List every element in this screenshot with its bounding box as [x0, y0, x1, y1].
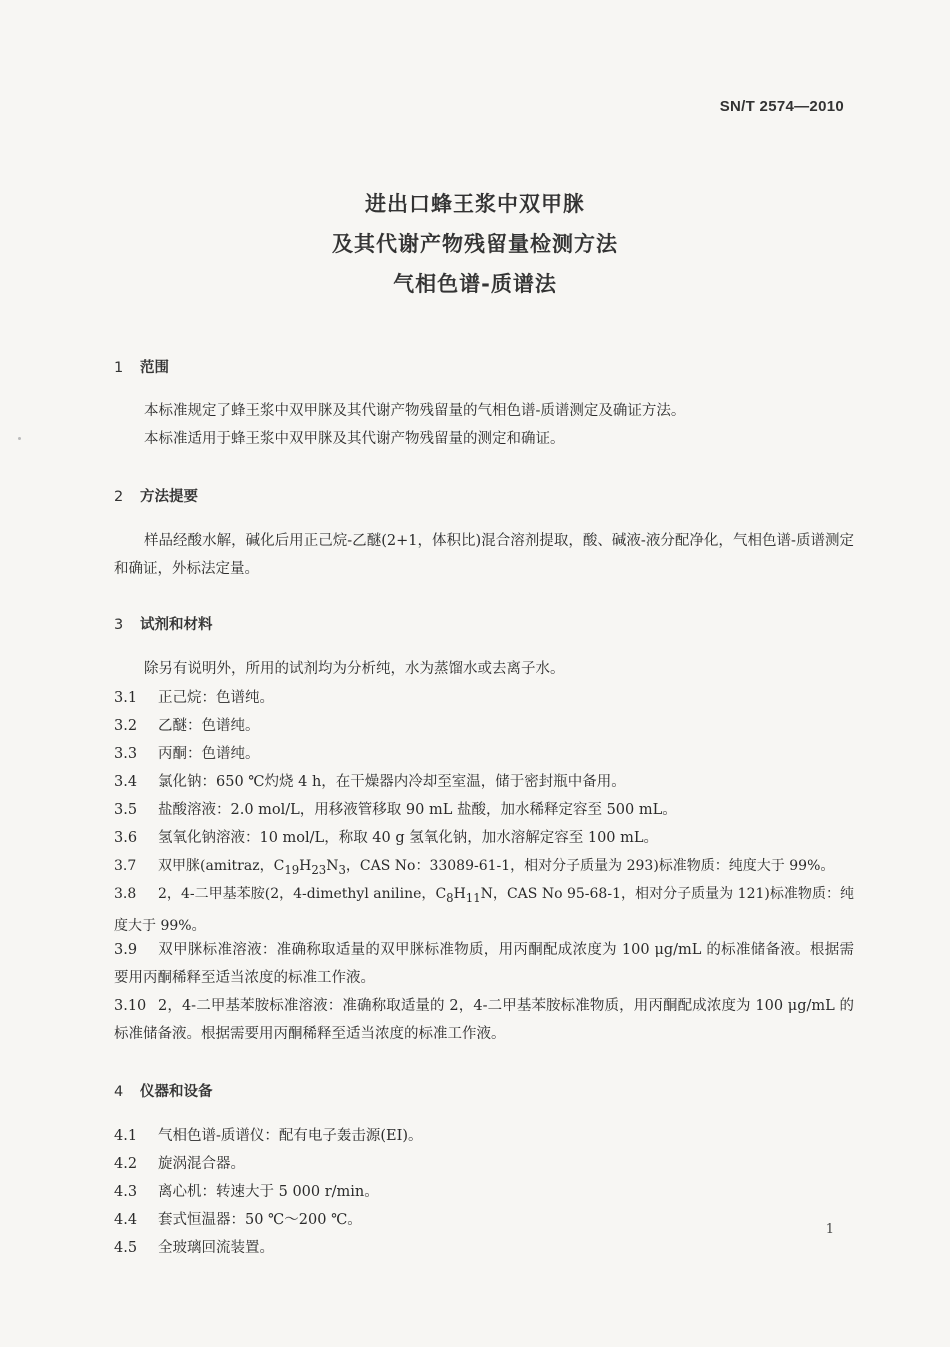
title-line-1: 进出口蜂王浆中双甲脒: [365, 192, 585, 216]
list-item: [114, 880, 854, 940]
item-number: 3.1: [114, 690, 138, 706]
item-number: 3.2: [114, 718, 138, 734]
section-title: 仪器和设备: [140, 1084, 213, 1100]
section-2-heading: [114, 485, 198, 506]
page-number: 1: [825, 1222, 834, 1237]
standard-code: SN/T 2574—2010: [719, 98, 844, 115]
list-item: [114, 796, 854, 824]
item-number: 4.3: [114, 1184, 138, 1200]
item-text: 丙酮：色谱纯。: [158, 746, 260, 762]
item-text: ，CAS No：33089-61-1，相对分子质量为 293)标准物质：纯度大于 99%。: [345, 858, 835, 874]
item-text: 离心机：转速大于 5 000 r/min。: [158, 1184, 379, 1200]
formula-subscript: 11: [465, 890, 481, 905]
section-4-heading: [114, 1080, 213, 1101]
list-item: [114, 824, 854, 852]
scan-speck: [18, 437, 21, 440]
item-text: 乙醚：色谱纯。: [158, 718, 260, 734]
list-item: [114, 684, 854, 712]
item-text: 氯化钠：650 ℃灼烧 4 h，在干燥器内冷却至室温，储于密封瓶中备用。: [158, 774, 626, 790]
item-number: 4.5: [114, 1240, 138, 1256]
item-text: 双甲脒(amitraz，C: [158, 858, 285, 874]
item-text: 气相色谱-质谱仪：配有电子轰击源(EI)。: [158, 1128, 423, 1144]
list-item: [114, 712, 854, 740]
section-1-paragraph-2: 本标准适用于蜂王浆中双甲脒及其代谢产物残留量的测定和确证。: [144, 431, 565, 447]
formula-subscript: 23: [311, 862, 327, 877]
item-number: 3.3: [114, 746, 138, 762]
item-text: 正己烷：色谱纯。: [158, 690, 274, 706]
list-item: [114, 936, 854, 992]
section-3-intro: 除另有说明外，所用的试剂均为分析纯，水为蒸馏水或去离子水。: [144, 661, 565, 677]
formula-subscript: 3: [338, 862, 346, 877]
item-text: 2，4-二甲基苯胺(2，4-dimethyl aniline，C: [158, 886, 447, 902]
item-number: 4.4: [114, 1212, 138, 1228]
item-number: 3.7: [114, 858, 137, 874]
item-text: 旋涡混合器。: [158, 1156, 245, 1172]
item-text: N，CAS No 95-68-1，相对分子质量为 121)标准物质：纯度大于 99%。: [114, 886, 854, 934]
formula-subscript: 8: [446, 890, 454, 905]
item-number: 4.2: [114, 1156, 138, 1172]
item-number: 3.5: [114, 802, 138, 818]
item-number: 3.8: [114, 886, 137, 902]
item-text: 氢氧化钠溶液：10 mol/L，称取 40 g 氢氧化钠，加水溶解定容至 100 mL。: [158, 830, 659, 846]
item-number: 3.10: [114, 998, 147, 1014]
item-text: 套式恒温器：50 ℃～200 ℃。: [158, 1212, 362, 1228]
list-item: [114, 1122, 854, 1150]
item-number: 3.4: [114, 774, 138, 790]
section-1-heading: [114, 356, 169, 377]
section-title: 方法提要: [140, 489, 198, 505]
item-text: 2，4-二甲基苯胺标准溶液：准确称取适量的 2，4-二甲基苯胺标准物质，用丙酮配成浓度为 100 μg/mL 的标准储备液。根据需要用丙酮稀释至适当浓度的标准工作液。: [114, 998, 854, 1042]
title-line-3: 气相色谱-质谱法: [393, 272, 557, 296]
list-item: [114, 1178, 854, 1206]
item-text: 双甲脒标准溶液：准确称取适量的双甲脒标准物质，用丙酮配成浓度为 100 μg/mL 的标准储备液。根据需要用丙酮稀释至适当浓度的标准工作液。: [114, 942, 854, 986]
formula-subscript: 19: [284, 862, 300, 877]
item-text: H: [453, 886, 466, 902]
list-item: [114, 1234, 854, 1262]
section-number: 2: [114, 489, 124, 505]
section-number: 3: [114, 617, 124, 633]
item-text: N: [326, 858, 339, 874]
item-number: 4.1: [114, 1128, 138, 1144]
list-item: [114, 992, 854, 1048]
list-item: [114, 768, 854, 796]
section-title: 试剂和材料: [140, 617, 213, 633]
section-number: 1: [114, 360, 124, 376]
item-text: H: [299, 858, 312, 874]
section-3-heading: [114, 613, 213, 634]
list-item: [114, 1150, 854, 1178]
section-1-paragraph-1: 本标准规定了蜂王浆中双甲脒及其代谢产物残留量的气相色谱-质谱测定及确证方法。: [144, 403, 686, 419]
section-title: 范围: [140, 360, 169, 376]
list-item: [114, 740, 854, 768]
item-text: 盐酸溶液：2.0 mol/L，用移液管移取 90 mL 盐酸，加水稀释定容至 500 mL。: [158, 802, 677, 818]
section-number: 4: [114, 1084, 124, 1100]
item-text: 全玻璃回流装置。: [158, 1240, 274, 1256]
section-2-paragraph: 样品经酸水解，碱化后用正己烷-乙醚(2+1，体积比)混合溶剂提取，酸、碱液-液分配净化，气相色谱-质谱测定和确证，外标法定量。: [114, 533, 854, 577]
title-line-2: 及其代谢产物残留量检测方法: [332, 232, 618, 256]
item-number: 3.9: [114, 942, 138, 958]
list-item: [114, 1206, 854, 1234]
item-number: 3.6: [114, 830, 138, 846]
